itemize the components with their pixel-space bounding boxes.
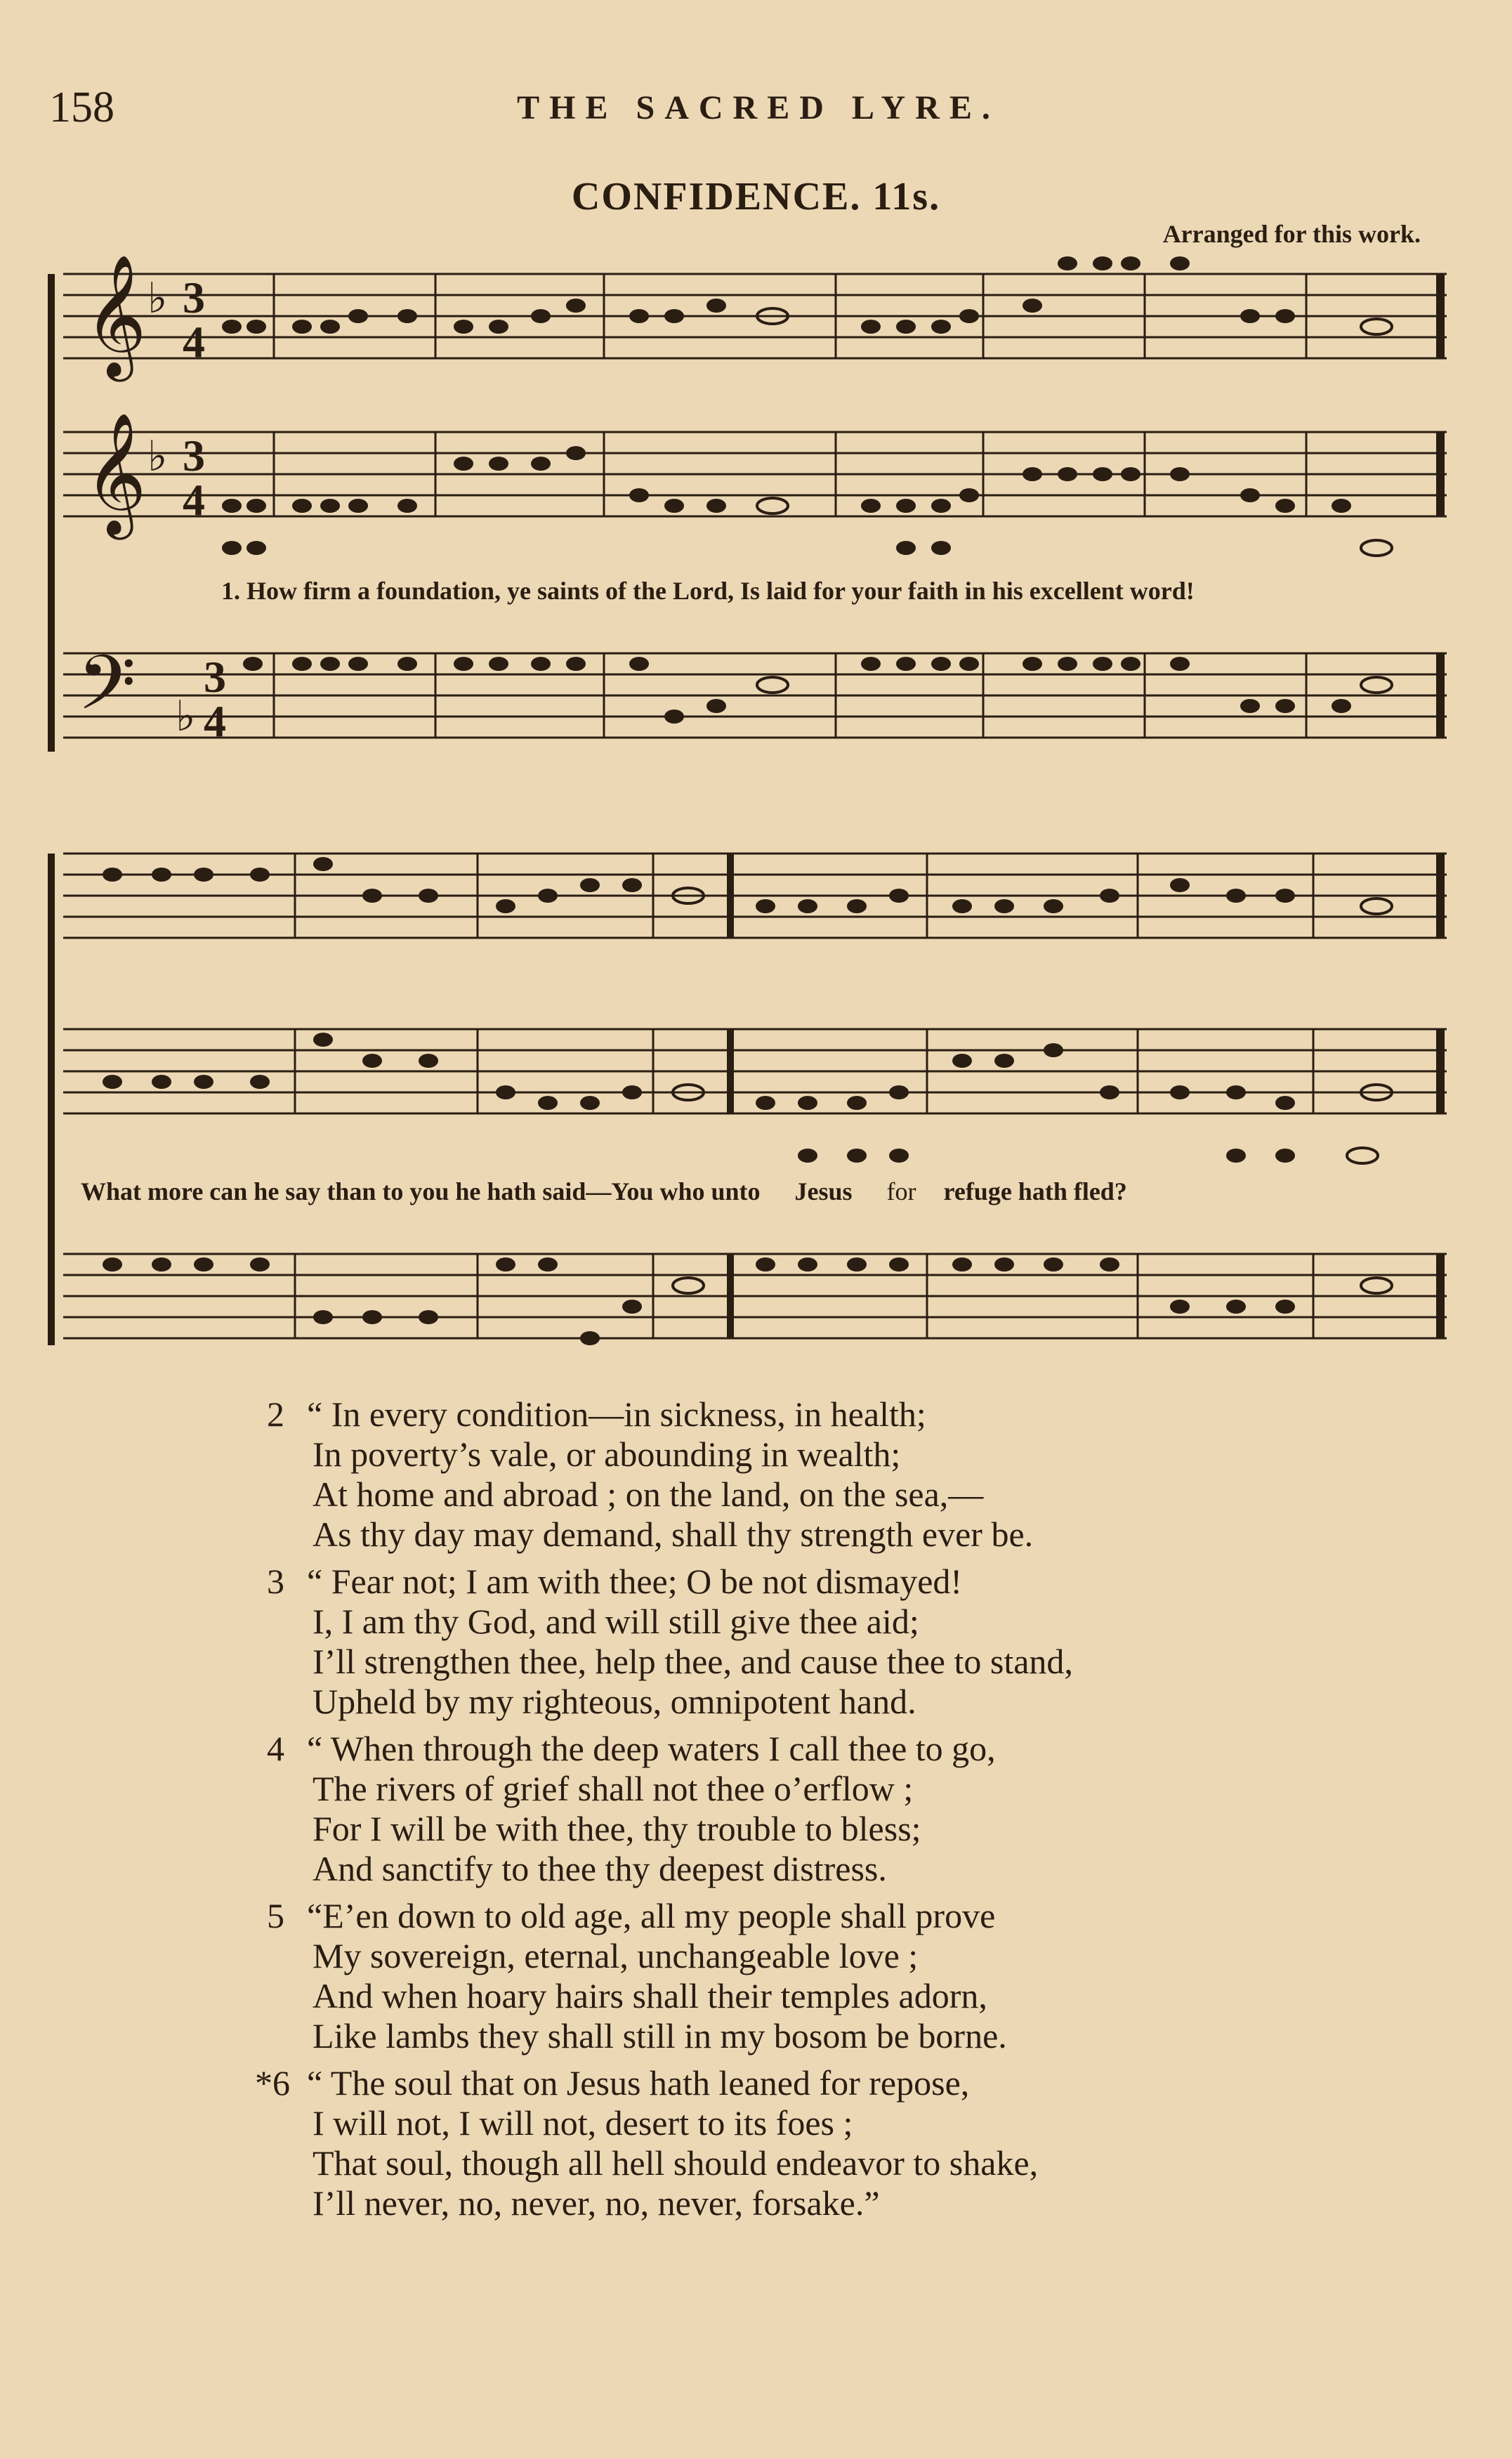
page-number: 158 <box>49 84 114 131</box>
lyric-line-2-part-d: refuge hath fled? <box>943 1177 1127 1205</box>
music-system-1 <box>42 246 1461 766</box>
verse-line: That soul, though all hell should endeavor to shake, <box>313 2143 1039 2183</box>
system-bar <box>48 854 55 1345</box>
treble-staff-4 <box>63 1029 1447 1113</box>
verse-line: And when hoary hairs shall their temples adorn, <box>313 1976 987 2015</box>
flat-sign-icon: ♭ <box>147 433 168 480</box>
verse-line: “ In every condition—in sickness, in health; <box>307 1394 926 1434</box>
time-sig-top: 3 <box>183 273 205 322</box>
hymn-title: CONFIDENCE. 11s. <box>571 175 941 218</box>
verse-line: The rivers of grief shall not thee o’erflow ; <box>313 1769 914 1808</box>
system-bar <box>48 274 55 752</box>
lyric-line-2-part-a: What more can he say than to you he hath said—You who unto <box>81 1177 761 1205</box>
verse-line: I will not, I will not, desert to its foes ; <box>313 2103 853 2143</box>
bass-staff-1 <box>63 653 1447 738</box>
verse-line: I’ll never, no, never, no, never, forsake.” <box>313 2183 880 2223</box>
flat-sign-icon: ♭ <box>176 693 196 740</box>
flat-sign-icon: ♭ <box>147 275 168 322</box>
verse-line: As thy day may demand, shall thy strength ever be. <box>313 1515 1034 1554</box>
verse-line: Upheld by my righteous, omnipotent hand. <box>313 1682 916 1721</box>
staff-3-notes <box>243 657 1392 724</box>
verse-line: My sovereign, eternal, unchangeable love ; <box>313 1936 919 1975</box>
arrangement-credit: Arranged for this work. <box>1162 220 1421 248</box>
verse <box>267 1562 1359 1722</box>
verse-line: At home and abroad ; on the land, on the sea,— <box>313 1475 984 1514</box>
lyric-line-2-part-c: for <box>886 1177 916 1205</box>
treble-staff-2 <box>63 432 1447 516</box>
time-sig-top: 3 <box>183 431 205 481</box>
music-system-2-staves <box>42 832 1461 1366</box>
bass-clef-icon: 𝄢 <box>77 639 136 745</box>
page-header <box>49 83 1468 139</box>
verse-line: “ When through the deep waters I call thee to go, <box>307 1729 996 1768</box>
time-sig-bottom: 4 <box>204 696 226 746</box>
verse-line: I’ll strengthen thee, help thee, and cause thee to stand, <box>313 1642 1073 1681</box>
verse-line: “ The soul that on Jesus hath leaned for repose, <box>307 2063 970 2103</box>
treble-staff-1 <box>63 274 1447 358</box>
verse-line: “E’en down to old age, all my people shall prove <box>307 1896 996 1935</box>
verse <box>255 2063 1359 2223</box>
lyric-line-2 <box>81 1177 1127 1206</box>
verse-number: 5 <box>267 1896 284 1935</box>
time-sig-bottom: 4 <box>183 475 205 525</box>
staff-2-notes <box>222 446 1392 556</box>
time-sig-bottom: 4 <box>183 317 205 367</box>
verse-line: “ Fear not; I am with thee; O be not dismayed! <box>307 1562 963 1601</box>
verse-line: And sanctify to thee thy deepest distress. <box>313 1849 887 1888</box>
music-system-2 <box>42 832 1461 1366</box>
verse-line: I, I am thy God, and will still give thee aid; <box>313 1602 919 1641</box>
verse-line: For I will be with thee, thy trouble to bless; <box>313 1809 921 1848</box>
lyric-line-2-part-b: Jesus <box>794 1177 853 1205</box>
verse-number: *6 <box>255 2063 290 2103</box>
treble-clef-icon: 𝄞 <box>84 412 147 535</box>
treble-clef-icon: 𝄞 <box>84 254 147 377</box>
verse-number: 2 <box>267 1394 284 1434</box>
bass-staff-2 <box>63 1254 1447 1338</box>
verse-number: 4 <box>267 1729 284 1768</box>
verse-line: In poverty’s vale, or abounding in wealth; <box>313 1434 901 1474</box>
music-system-1-staves <box>42 246 1461 766</box>
time-sig-top: 3 <box>204 652 226 702</box>
lyric-line-1: 1. How firm a foundation, ye saints of the Lord, Is laid for your faith in his excellent word! <box>221 577 1195 605</box>
verse <box>267 1729 1359 1889</box>
verse-line: Like lambs they shall still in my bosom be borne. <box>313 2016 1007 2055</box>
verses <box>255 1394 1359 2230</box>
verse <box>267 1896 1359 2056</box>
running-title: THE SACRED LYRE. <box>517 89 1000 126</box>
verse-number: 3 <box>267 1562 284 1601</box>
verse <box>267 1394 1359 1555</box>
